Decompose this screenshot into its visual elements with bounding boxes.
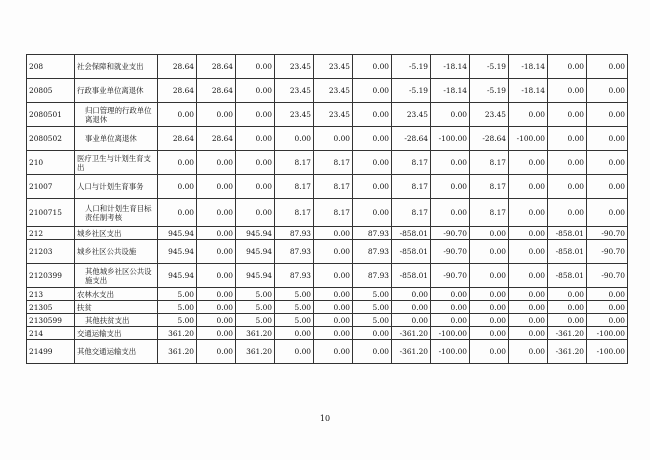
table-body [27,55,628,364]
amount-cell: 0.00 [236,151,275,175]
subject-code: 2080502 [27,127,75,151]
table-row [27,314,628,327]
amount-cell: 5.00 [353,288,392,301]
page-number: 10 [319,414,331,423]
amount-cell: 0.00 [548,151,587,175]
amount-cell: 0.00 [587,79,628,103]
amount-cell: 0.00 [470,227,509,240]
subject-name: 其他扶贫支出 [75,314,158,327]
amount-cell: 8.17 [275,199,314,227]
amount-cell: 0.00 [548,127,587,151]
subject-code: 214 [27,327,75,340]
amount-cell: 23.45 [275,79,314,103]
amount-cell: 5.00 [353,301,392,314]
subject-code: 2120399 [27,264,75,288]
amount-cell: 0.00 [236,103,275,127]
subject-name: 扶贫 [75,301,158,314]
subject-code: 21499 [27,340,75,364]
amount-cell: 23.45 [314,79,353,103]
amount-cell: 0.00 [158,175,197,199]
amount-cell: 0.00 [353,79,392,103]
amount-cell: 8.17 [314,151,353,175]
amount-cell: 0.00 [197,240,236,264]
amount-cell: 87.93 [275,227,314,240]
amount-cell: 0.00 [353,340,392,364]
amount-cell: 8.17 [314,199,353,227]
subject-name: 人口和计划生育目标责任制考核 [75,199,158,227]
amount-cell: 0.00 [431,288,470,301]
amount-cell: 23.45 [314,103,353,127]
subject-code: 21203 [27,240,75,264]
amount-cell: 0.00 [197,327,236,340]
amount-cell: 8.17 [392,175,431,199]
amount-cell: 0.00 [548,301,587,314]
budget-table [26,54,628,364]
amount-cell: 8.17 [314,175,353,199]
amount-cell: 0.00 [392,301,431,314]
amount-cell: 0.00 [314,127,353,151]
amount-cell: 0.00 [431,199,470,227]
subject-name: 交通运输支出 [75,327,158,340]
amount-cell: 0.00 [509,240,548,264]
amount-cell: 0.00 [548,175,587,199]
table-row [27,340,628,364]
amount-cell: -100.00 [431,127,470,151]
amount-cell: 0.00 [470,301,509,314]
subject-code: 212 [27,227,75,240]
subject-code: 21007 [27,175,75,199]
amount-cell: 5.00 [158,301,197,314]
amount-cell: 0.00 [236,127,275,151]
amount-cell: -100.00 [431,340,470,364]
amount-cell: 0.00 [275,127,314,151]
amount-cell: 945.94 [158,240,197,264]
subject-name: 事业单位离退休 [75,127,158,151]
table-row [27,151,628,175]
amount-cell: 28.64 [197,55,236,79]
amount-cell: -858.01 [548,227,587,240]
amount-cell: 8.17 [275,151,314,175]
amount-cell: 0.00 [197,340,236,364]
amount-cell: 0.00 [158,199,197,227]
amount-cell: 0.00 [587,55,628,79]
subject-name: 其他交通运输支出 [75,340,158,364]
amount-cell: 0.00 [197,227,236,240]
amount-cell: 23.45 [314,55,353,79]
amount-cell: 0.00 [470,340,509,364]
amount-cell: 0.00 [509,227,548,240]
amount-cell: -28.64 [470,127,509,151]
amount-cell: 0.00 [353,103,392,127]
subject-name: 医疗卫生与计划生育支出 [75,151,158,175]
amount-cell: 5.00 [236,314,275,327]
subject-name: 城乡社区公共设施 [75,240,158,264]
amount-cell: 0.00 [158,151,197,175]
amount-cell: 28.64 [197,127,236,151]
amount-cell: -858.01 [548,264,587,288]
amount-cell: 0.00 [431,301,470,314]
table-row [27,288,628,301]
amount-cell: 8.17 [470,199,509,227]
amount-cell: 0.00 [353,55,392,79]
table-row [27,301,628,314]
amount-cell: 87.93 [353,240,392,264]
table-row [27,175,628,199]
amount-cell: -361.20 [392,340,431,364]
amount-cell: -90.70 [587,240,628,264]
subject-code: 2130599 [27,314,75,327]
amount-cell: 0.00 [509,175,548,199]
amount-cell: 0.00 [314,264,353,288]
amount-cell: 5.00 [236,288,275,301]
amount-cell: -18.14 [431,55,470,79]
amount-cell: 8.17 [392,151,431,175]
subject-code: 210 [27,151,75,175]
amount-cell: -5.19 [392,79,431,103]
subject-code: 21305 [27,301,75,314]
amount-cell: 0.00 [236,199,275,227]
amount-cell: 0.00 [314,288,353,301]
subject-code: 2080501 [27,103,75,127]
amount-cell: 5.00 [158,314,197,327]
amount-cell: 28.64 [197,79,236,103]
amount-cell: 0.00 [158,103,197,127]
amount-cell: -5.19 [392,55,431,79]
amount-cell: 361.20 [236,340,275,364]
amount-cell: 361.20 [158,327,197,340]
amount-cell: 5.00 [158,288,197,301]
amount-cell: 0.00 [548,55,587,79]
amount-cell: 23.45 [275,103,314,127]
amount-cell: 0.00 [548,199,587,227]
amount-cell: 0.00 [197,103,236,127]
amount-cell: 945.94 [158,264,197,288]
amount-cell: -5.19 [470,79,509,103]
amount-cell: 0.00 [587,127,628,151]
subject-name: 行政事业单位离退休 [75,79,158,103]
amount-cell: -361.20 [548,327,587,340]
amount-cell: -18.14 [431,79,470,103]
amount-cell: 0.00 [314,340,353,364]
amount-cell: 0.00 [353,127,392,151]
table-row [27,79,628,103]
amount-cell: 5.00 [353,314,392,327]
amount-cell: 0.00 [431,314,470,327]
subject-code: 2100715 [27,199,75,227]
amount-cell: 0.00 [236,175,275,199]
amount-cell: -100.00 [509,127,548,151]
amount-cell: 0.00 [431,175,470,199]
table-row [27,240,628,264]
amount-cell: 87.93 [353,227,392,240]
amount-cell: 0.00 [314,240,353,264]
amount-cell: 0.00 [548,79,587,103]
amount-cell: 0.00 [431,151,470,175]
table-row [27,127,628,151]
amount-cell: 0.00 [587,288,628,301]
amount-cell: 0.00 [197,288,236,301]
amount-cell: -5.19 [470,55,509,79]
amount-cell: -858.01 [392,240,431,264]
amount-cell: 87.93 [353,264,392,288]
amount-cell: -18.14 [509,79,548,103]
amount-cell: 945.94 [236,227,275,240]
amount-cell: 0.00 [509,327,548,340]
amount-cell: 0.00 [314,301,353,314]
amount-cell: 0.00 [197,199,236,227]
amount-cell: 0.00 [587,301,628,314]
amount-cell: -90.70 [431,240,470,264]
table-row [27,199,628,227]
amount-cell: -90.70 [587,227,628,240]
amount-cell: 0.00 [314,227,353,240]
table-row [27,103,628,127]
amount-cell: 0.00 [236,55,275,79]
amount-cell: 0.00 [509,301,548,314]
amount-cell: -90.70 [431,227,470,240]
amount-cell: 0.00 [353,151,392,175]
amount-cell: 87.93 [275,240,314,264]
subject-code: 208 [27,55,75,79]
subject-name: 人口与计划生育事务 [75,175,158,199]
amount-cell: -100.00 [587,327,628,340]
subject-code: 20805 [27,79,75,103]
amount-cell: 0.00 [470,327,509,340]
amount-cell: -18.14 [509,55,548,79]
amount-cell: 28.64 [158,79,197,103]
amount-cell: 23.45 [392,103,431,127]
amount-cell: 0.00 [197,264,236,288]
amount-cell: 0.00 [509,199,548,227]
amount-cell: 8.17 [275,175,314,199]
amount-cell: 0.00 [509,103,548,127]
amount-cell: 0.00 [353,327,392,340]
amount-cell: -28.64 [392,127,431,151]
table-row [27,327,628,340]
amount-cell: 0.00 [392,314,431,327]
amount-cell: 8.17 [392,199,431,227]
amount-cell: 28.64 [158,55,197,79]
amount-cell: 0.00 [548,103,587,127]
amount-cell: 5.00 [275,301,314,314]
amount-cell: -90.70 [587,264,628,288]
amount-cell: 0.00 [509,314,548,327]
amount-cell: 0.00 [353,199,392,227]
table-row [27,55,628,79]
amount-cell: 945.94 [236,240,275,264]
subject-name: 城乡社区支出 [75,227,158,240]
amount-cell: 5.00 [275,314,314,327]
subject-name: 其他城乡社区公共设施支出 [75,264,158,288]
amount-cell: 0.00 [587,314,628,327]
amount-cell: 0.00 [470,314,509,327]
amount-cell: 0.00 [509,264,548,288]
amount-cell: 0.00 [548,288,587,301]
amount-cell: 0.00 [431,103,470,127]
amount-cell: 0.00 [470,240,509,264]
amount-cell: 0.00 [197,301,236,314]
table-row [27,227,628,240]
amount-cell: 361.20 [236,327,275,340]
amount-cell: 0.00 [197,314,236,327]
amount-cell: 28.64 [158,127,197,151]
amount-cell: 0.00 [509,340,548,364]
amount-cell: 0.00 [197,151,236,175]
amount-cell: 0.00 [275,340,314,364]
table-row [27,264,628,288]
amount-cell: 0.00 [314,327,353,340]
subject-name: 农林水支出 [75,288,158,301]
amount-cell: 23.45 [470,103,509,127]
amount-cell: -361.20 [548,340,587,364]
amount-cell: 0.00 [587,175,628,199]
amount-cell: 0.00 [197,175,236,199]
amount-cell: 0.00 [548,314,587,327]
amount-cell: 0.00 [392,288,431,301]
amount-cell: 0.00 [353,175,392,199]
subject-code: 213 [27,288,75,301]
amount-cell: -858.01 [392,264,431,288]
amount-cell: -100.00 [431,327,470,340]
amount-cell: 0.00 [470,264,509,288]
subject-name: 社会保障和就业支出 [75,55,158,79]
amount-cell: -361.20 [392,327,431,340]
amount-cell: 87.93 [275,264,314,288]
amount-cell: 23.45 [275,55,314,79]
amount-cell: 0.00 [470,288,509,301]
amount-cell: 945.94 [236,264,275,288]
amount-cell: 5.00 [275,288,314,301]
amount-cell: 8.17 [470,175,509,199]
amount-cell: 0.00 [587,151,628,175]
amount-cell: 0.00 [314,314,353,327]
amount-cell: 361.20 [158,340,197,364]
amount-cell: -90.70 [431,264,470,288]
amount-cell: -858.01 [392,227,431,240]
amount-cell: 0.00 [236,79,275,103]
amount-cell: 0.00 [509,151,548,175]
subject-name: 归口管理的行政单位离退休 [75,103,158,127]
amount-cell: 0.00 [587,199,628,227]
amount-cell: 0.00 [509,288,548,301]
amount-cell: -858.01 [548,240,587,264]
amount-cell: 945.94 [158,227,197,240]
amount-cell: 0.00 [275,327,314,340]
amount-cell: 0.00 [587,103,628,127]
amount-cell: 5.00 [236,301,275,314]
amount-cell: 8.17 [470,151,509,175]
amount-cell: -100.00 [587,340,628,364]
